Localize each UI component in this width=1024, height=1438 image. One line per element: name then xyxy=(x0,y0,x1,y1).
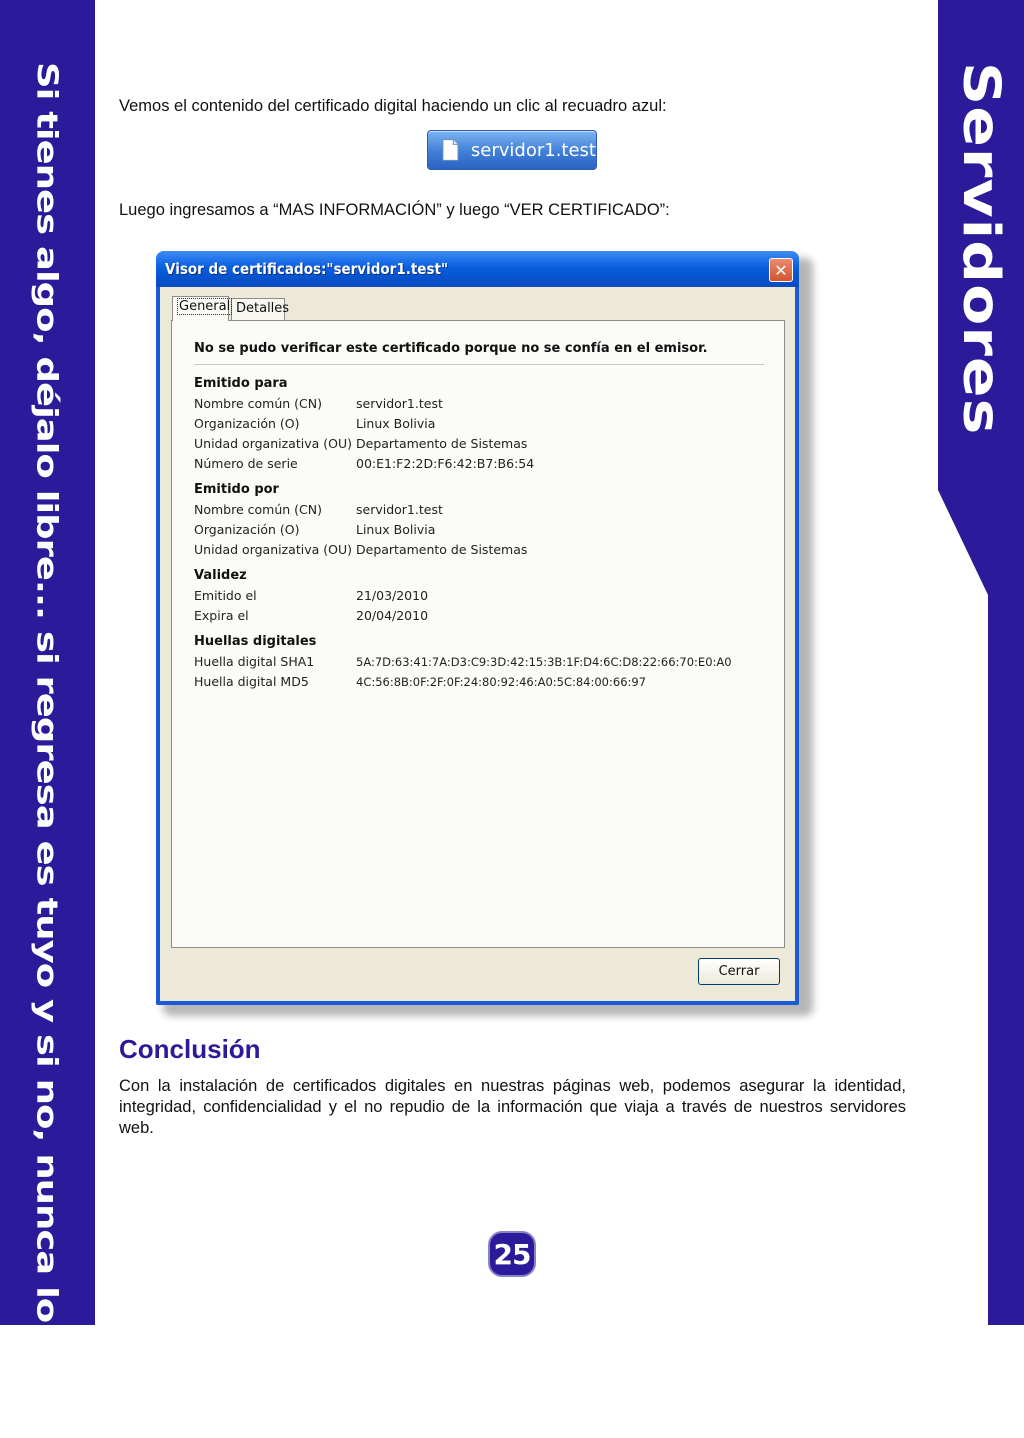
trust-warning: No se pudo verificar este certificado porque no se confía en el emisor. xyxy=(194,341,708,356)
section-issued-by-title: Emitido por xyxy=(194,482,279,497)
page-number: 25 xyxy=(488,1231,536,1277)
tab-detalles[interactable] xyxy=(231,298,290,320)
close-button[interactable]: Cerrar xyxy=(698,958,780,985)
row-label: Unidad organizativa (OU) xyxy=(194,542,352,557)
window-titlebar[interactable] xyxy=(156,251,799,287)
sidebar-slogan: Si tienes algo, déjalo libre... si regresa es tuyo y si no, nunca lo fué... xyxy=(30,62,65,1438)
row-value: 21/03/2010 xyxy=(356,588,429,603)
row-value: Linux Bolivia xyxy=(356,416,436,431)
section-title: Servidores xyxy=(951,62,1011,436)
row-label: Número de serie xyxy=(194,456,298,471)
row-value: Departamento de Sistemas xyxy=(356,542,528,557)
conclusion-heading: Conclusión xyxy=(119,1034,261,1064)
conclusion-paragraph: Con la instalación de certificados digitales en nuestras páginas web, podemos asegurar la identidad, integridad, confidencialidad y el no repudio de la información que viaja a través de nuestros servidores web. xyxy=(119,1077,906,1137)
paragraph-instructions: Luego ingresamos a “MAS INFORMACIÓN” y luego “VER CERTIFICADO”: xyxy=(119,201,670,219)
row-value: 5A:7D:63:41:7A:D3:C9:3D:42:15:3B:1F:D4:6C:D8:22:66:70:E0:A0 xyxy=(356,655,732,669)
row-value: 4C:56:8B:0F:2F:0F:24:80:92:46:A0:5C:84:00:66:97 xyxy=(356,675,647,689)
row-value: 20/04/2010 xyxy=(356,608,429,623)
row-label: Nombre común (CN) xyxy=(194,396,322,411)
row-value: servidor1.test xyxy=(356,502,443,517)
certificate-link-button[interactable] xyxy=(427,130,597,170)
row-value: Linux Bolivia xyxy=(356,522,436,537)
general-panel xyxy=(171,320,785,948)
paragraph-intro: Vemos el contenido del certificado digital haciendo un clic al recuadro azul: xyxy=(119,97,667,115)
window-title: Visor de certificados:"servidor1.test" xyxy=(165,260,448,278)
row-value: Departamento de Sistemas xyxy=(356,436,528,451)
document-icon xyxy=(442,138,459,162)
row-value: servidor1.test xyxy=(356,396,443,411)
tab-general[interactable] xyxy=(172,296,229,321)
certificate-link-label: servidor1.test xyxy=(470,139,596,161)
close-icon[interactable]: ✕ xyxy=(769,258,793,282)
section-issued-to-title: Emitido para xyxy=(194,376,288,391)
row-label: Organización (O) xyxy=(194,522,300,537)
row-label: Huella digital MD5 xyxy=(194,674,309,689)
separator xyxy=(194,364,764,365)
certificate-viewer-window xyxy=(156,251,799,1005)
section-fingerprints-title: Huellas digitales xyxy=(194,634,317,649)
row-label: Expira el xyxy=(194,608,249,623)
section-validity-title: Validez xyxy=(194,568,247,583)
row-label: Huella digital SHA1 xyxy=(194,654,315,669)
row-value: 00:E1:F2:2D:F6:42:B7:B6:54 xyxy=(356,456,535,471)
row-label: Unidad organizativa (OU) xyxy=(194,436,352,451)
row-label: Organización (O) xyxy=(194,416,300,431)
row-label: Nombre común (CN) xyxy=(194,502,322,517)
tab-general-label: General xyxy=(179,299,231,314)
row-label: Emitido el xyxy=(194,588,257,603)
tab-detalles-label: Detalles xyxy=(236,301,290,316)
